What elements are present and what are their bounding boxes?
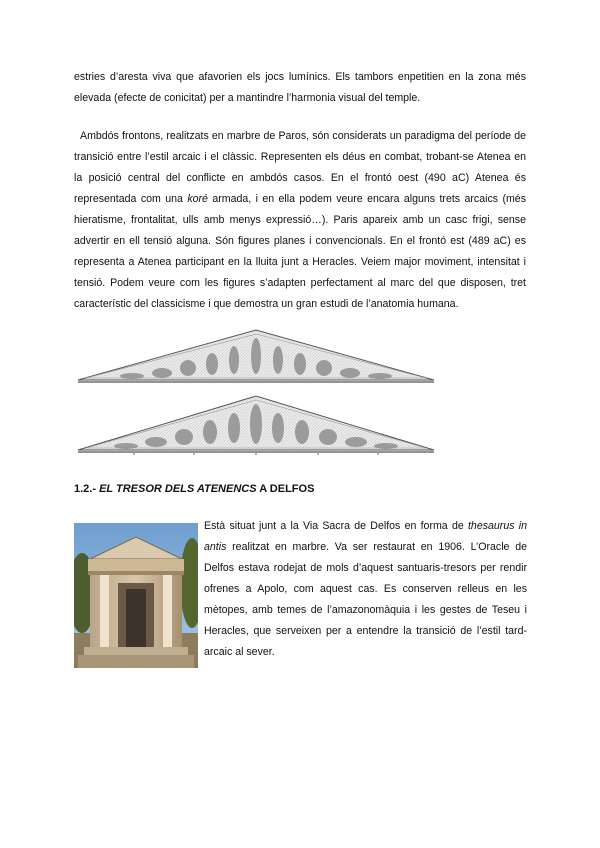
section-title-italic: EL TRESOR DELS ATENENCS [99,483,257,495]
thesaurus-term: thesaurus in antis [204,520,528,553]
treasury-photo-icon [74,523,198,668]
paragraph-pediments [74,126,526,315]
paragraph-treasury [204,516,527,663]
treasury-photo [74,523,198,668]
section-number: 1.2.- [74,483,97,495]
paragraph-treasury-text-b: realitzat en marbre. Va ser restaurat en 1906. L’Oracle de Delfos estava rodejat de mols d’aquest santuaris-tresors per rendir ofrenes a Apolo, com aquest cas. Es conserven relleus en les mètopes, amb temes de l’amazonomàquia i les gestes de Teseu i Heracles, que serveixen per a entendre la transició de l’estil tard-arcaic al sever. [204,541,527,658]
pediment-drawings-figure [74,322,439,456]
kore-term: koré [187,193,208,205]
paragraph-treasury-text-a: Està situat junt a la Via Sacra de Delfos en forma de [204,520,468,532]
pediment-drawings-icon [74,322,439,456]
section-title-rest: A DELFOS [259,483,315,495]
paragraph-column-flutes: estries d’aresta viva que afavorien els jocs lumínics. Els tambors enpetitien en la zona més elevada (efecte de conicitat) per a mantindre l’harmonia visual del temple. [74,71,526,104]
paragraph-pediments-text-b: armada, i en ella podem veure encara alguns trets arcaics (més hieratisme, frontalitat, ulls amb menys expressió…). Paris apareix amb un casc frigi, sense advertir en ell tensió alguna. Són figures planes i convencionals. En el frontó est (489 aC) es representa a Atenea participant en la lluita junt a Heracles. Veiem major moviment, intensitat i tensió. Podem veure com les figures s’adapten perfectament al marc del que disposen, tret característic del classicisme i que demostra un gran estudi de l’anatomia humana. [74,193,526,310]
section-heading [74,483,314,495]
paragraph-pediments-text-a: Ambdós frontons, realitzats en marbre de Paros, són considerats un paradigma del període de transició entre l’estil arcaic i el clàssic. Representen els déus en combat, trobant-se Atenea en la posició central del conflicte en ambdós casos. En el frontó oest (490 aC) Atenea és representada com una [74,130,526,205]
